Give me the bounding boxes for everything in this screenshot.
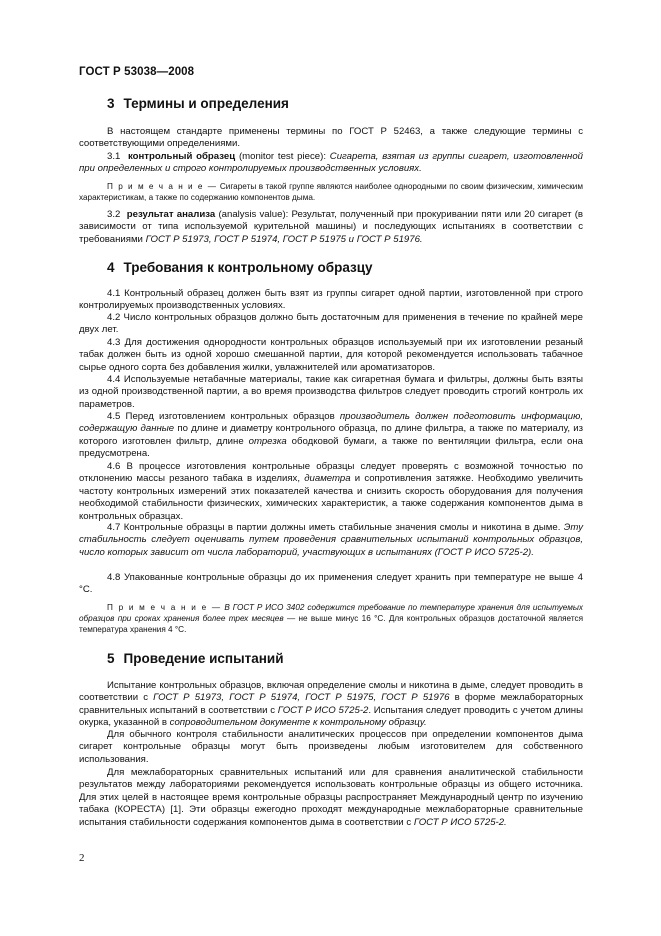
term-name: результат анализа [126, 209, 216, 220]
section-title: Требования к контрольному образцу [123, 260, 373, 275]
clause-4-1: 4.1 Контрольный образец должен быть взят из группы сигарет одной партии, изготовленной при строго контролируемых производственных условиях. [79, 288, 583, 312]
section-title: Проведение испытаний [123, 651, 284, 666]
clause-text: 4.5 Перед изготовлением контрольных образцов [107, 411, 335, 422]
clause-text: 4.6 В процессе изготовления контрольные образцы следует проверять с возможной точностью по отклонению массы резаного табака в изделиях, [79, 461, 583, 485]
para-text: в форме межлабораторных сравнительных испытаний в соответствии с [79, 692, 583, 716]
standard-code-header: ГОСТ Р 53038—2008 [79, 66, 195, 78]
clause-4-2: 4.2 Число контрольных образцов должно быть достаточным для применения в течение по крайней мере двух лет. [79, 312, 583, 336]
std-ref: ГОСТ Р 51975 [282, 233, 346, 245]
std-ref-conj: и [348, 233, 355, 245]
para-text: . Испытания следует проводить с учетом длины окурка, указанной в [79, 704, 584, 729]
note-text: — не выше минус 16 °С. Для контрольных образцов достаточной является температура хранения 4 °С. [79, 614, 584, 634]
clause-text: ободковой бумаги, а также по вентиляции фильтра, если она предусмотрена. [79, 435, 583, 460]
term-name: контрольный образец [127, 151, 236, 162]
term-3-2 [79, 209, 583, 246]
std-ref: ГОСТ Р 51974, [214, 233, 281, 245]
clause-4-5 [79, 411, 583, 461]
clause-4-3: 4.3 Для достижения однородности контрольных образцов используемый при их изготовлении резаный табак должен быть из одной хорошо смешанной партии, для которой рекомендуется использовать табачное сырье одного сорта без добавления жилки, увлажнителей или ароматизаторов. [79, 337, 583, 373]
clause-emphasis: отрезка [248, 435, 287, 447]
term-english: (monitor test piece): [238, 151, 326, 162]
std-ref: ГОСТ Р ИСО 5725-2 [277, 704, 369, 716]
std-ref: ГОСТ Р 51973, ГОСТ Р 51974, ГОСТ Р 51975, ГОСТ Р 51976 [153, 692, 450, 704]
std-ref: ГОСТ Р 51976. [356, 233, 423, 245]
section-5-heading [107, 651, 284, 666]
note-text: Сигареты в такой группе являются наиболее однородными по своим физическим, химическим характеристикам, а также по содержанию компонентов дыма. [79, 182, 583, 202]
section-number: 3 [107, 96, 115, 111]
clause-emphasis: диаметра [304, 473, 351, 485]
para-text: Испытание контрольных образцов, включая определение смолы и никотина в дыме, следует проводить в соответствии с [79, 680, 583, 704]
section-5-para-1 [79, 680, 583, 730]
section-5-para-2: Для обычного контроля стабильности аналитических процессов при определении компонентов дыма сигарет контрольные образцы могут быть произведены любым изготовителем для собственного использования. [79, 729, 583, 765]
note-label: П р и м е ч а н и е — [107, 182, 218, 191]
clause-emphasis: Эту стабильность следует оценивать путем проведения сравнительных испытаний контрольных образцов, число которых зависит от числа лабораторий, участвующих в испытаниях (ГОСТ Р ИСО 5725-2). [79, 522, 583, 558]
clause-4-8: 4.8 Упакованные контрольные образцы до их применения следует хранить при температуре не выше 4 °С. [79, 572, 583, 596]
note-2 [79, 602, 583, 635]
term-3-1 [79, 151, 583, 176]
note-emphasis: В ГОСТ Р ИСО 3402 содержится требование по температуре хранения для испытуемых образцов при сроках хранения более трех месяцев [79, 603, 583, 623]
term-english: (analysis value): [218, 209, 289, 220]
section-number: 4 [107, 260, 115, 275]
term-definition: Результат, полученный при прокуривании пяти или 20 сигарет (в зависимости от типа используемой курительной машины) и последующих испытаниях в соответствии с требованиями [79, 209, 584, 245]
clause-emphasis: производитель должен подготовить информацию, содержащую данные [79, 411, 583, 435]
std-ref: ГОСТ Р 51973, [145, 233, 212, 245]
section-title: Термины и определения [123, 96, 289, 111]
para-text: Для межлабораторных сравнительных испытаний или для сравнения аналитической стабильности результатов между лабораториями рекомендуется использовать контрольные образцы из общего источника. Для этих целей в настоящее время контрольные образцы распространяет Международный центр по изучению табака (КОРЕСТА) [1]. Эти образцы ежегодно проходят международные межлабораторные сравнительные испытания стабильности содержания компонентов дыма в соответствии с [79, 767, 583, 828]
section-number: 5 [107, 651, 115, 666]
std-ref: ГОСТ Р ИСО 5725-2. [413, 816, 507, 828]
para-emphasis: сопроводительном документе к контрольному образцу. [169, 717, 427, 729]
note-label: П р и м е ч а н и е — [107, 603, 222, 612]
section-3-heading [107, 96, 289, 111]
term-number: 3.2 [107, 209, 121, 220]
clause-4-6 [79, 461, 583, 523]
section-3-intro: В настоящем стандарте применены термины по ГОСТ Р 52463, а также следующие термины с соответствующими определениями. [79, 126, 583, 150]
term-number: 3.1 [107, 151, 121, 162]
section-4-heading [107, 260, 373, 275]
clause-text: 4.7 Контрольные образцы в партии должны иметь стабильные значения смолы и никотина в дыме. [107, 522, 561, 533]
clause-4-7 [79, 522, 583, 559]
section-5-para-3 [79, 767, 583, 829]
term-definition: Сигарета, взятая из группы сигарет, изготовленной при определенных и строго контролируемых производственных условиях. [79, 151, 583, 175]
clause-text: и сопротивления затяжке. Необходимо увеличить частоту контрольных измерений этих показателей качества и снизить скорость оборудования для получения необходимой стабильности физических, химических характеристик, а также содержания компонентов дыма в контрольных образцах. [79, 473, 584, 522]
page-number: 2 [79, 852, 85, 864]
clause-4-4: 4.4 Используемые нетабачные материалы, такие как сигаретная бумага и фильтры, должны быть взяты из одной производственной партии, а во время производства фильтров следует проводить строгий контроль их параметров. [79, 374, 583, 410]
clause-text: по длине и диаметру контрольного образца, по длине фильтра, а также по материалу, из которого изготовлен фильтр, длине [79, 423, 583, 447]
note-1 [79, 181, 583, 203]
